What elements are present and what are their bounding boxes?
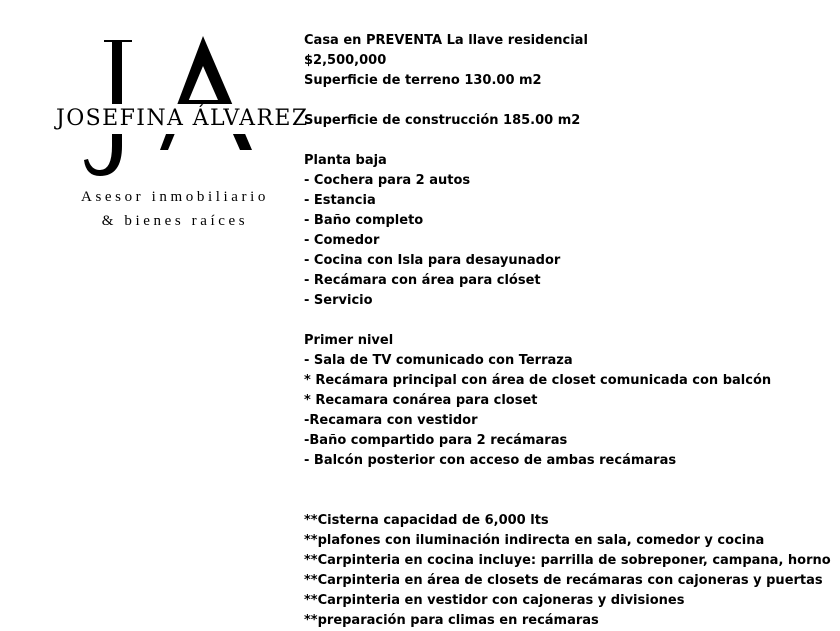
- extra-feature: **preparación para climas en recámaras: [304, 613, 599, 628]
- listing-details: [304, 31, 834, 631]
- list-item: - Servicio: [304, 293, 373, 308]
- list-item: - Balcón posterior con acceso de ambas recámaras: [304, 453, 677, 468]
- monogram-a-crossbar: [183, 100, 227, 104]
- ground-floor-heading: Planta baja: [304, 153, 387, 168]
- listing-title: Casa en PREVENTA La llave residencial: [304, 33, 588, 48]
- list-item: - Cocina con Isla para desayunador: [304, 253, 561, 268]
- extra-feature: **Carpinteria en vestidor con cajoneras y divisiones: [304, 593, 685, 608]
- list-item: -Baño compartido para 2 recámaras: [304, 433, 568, 448]
- brand-tagline-line-1: Asesor inmobiliario: [81, 189, 269, 205]
- build-area: Superficie de construcción 185.00 m2: [304, 113, 581, 128]
- brand-name: JOSEFINA ÁLVAREZ: [56, 106, 309, 131]
- brand-logo: [0, 0, 309, 250]
- list-item: - Comedor: [304, 233, 380, 248]
- land-area: Superficie de terreno 130.00 m2: [304, 73, 542, 88]
- extra-feature: **Carpinteria en área de closets de recámaras con cajoneras y puertas: [304, 573, 823, 588]
- extra-feature: **Carpinteria en cocina incluye: parrilla de sobreponer, campana, horno: [304, 553, 831, 568]
- listing-price: $2,500,000: [304, 53, 387, 68]
- list-item: - Estancia: [304, 193, 376, 208]
- list-item: - Cochera para 2 autos: [304, 173, 471, 188]
- list-item: - Baño completo: [304, 213, 424, 228]
- extra-feature: **plafones con iluminación indirecta en sala, comedor y cocina: [304, 533, 765, 548]
- list-item: - Recámara con área para clóset: [304, 273, 541, 288]
- list-item: -Recamara con vestidor: [304, 413, 478, 428]
- list-item: * Recámara principal con área de closet comunicada con balcón: [304, 373, 772, 388]
- extra-feature: **Cisterna capacidad de 6,000 lts: [304, 513, 549, 528]
- list-item: * Recamara conárea para closet: [304, 393, 538, 408]
- brand-tagline-line-2: & bienes raíces: [101, 213, 249, 229]
- first-floor-heading: Primer nivel: [304, 333, 394, 348]
- list-item: - Sala de TV comunicado con Terraza: [304, 353, 573, 368]
